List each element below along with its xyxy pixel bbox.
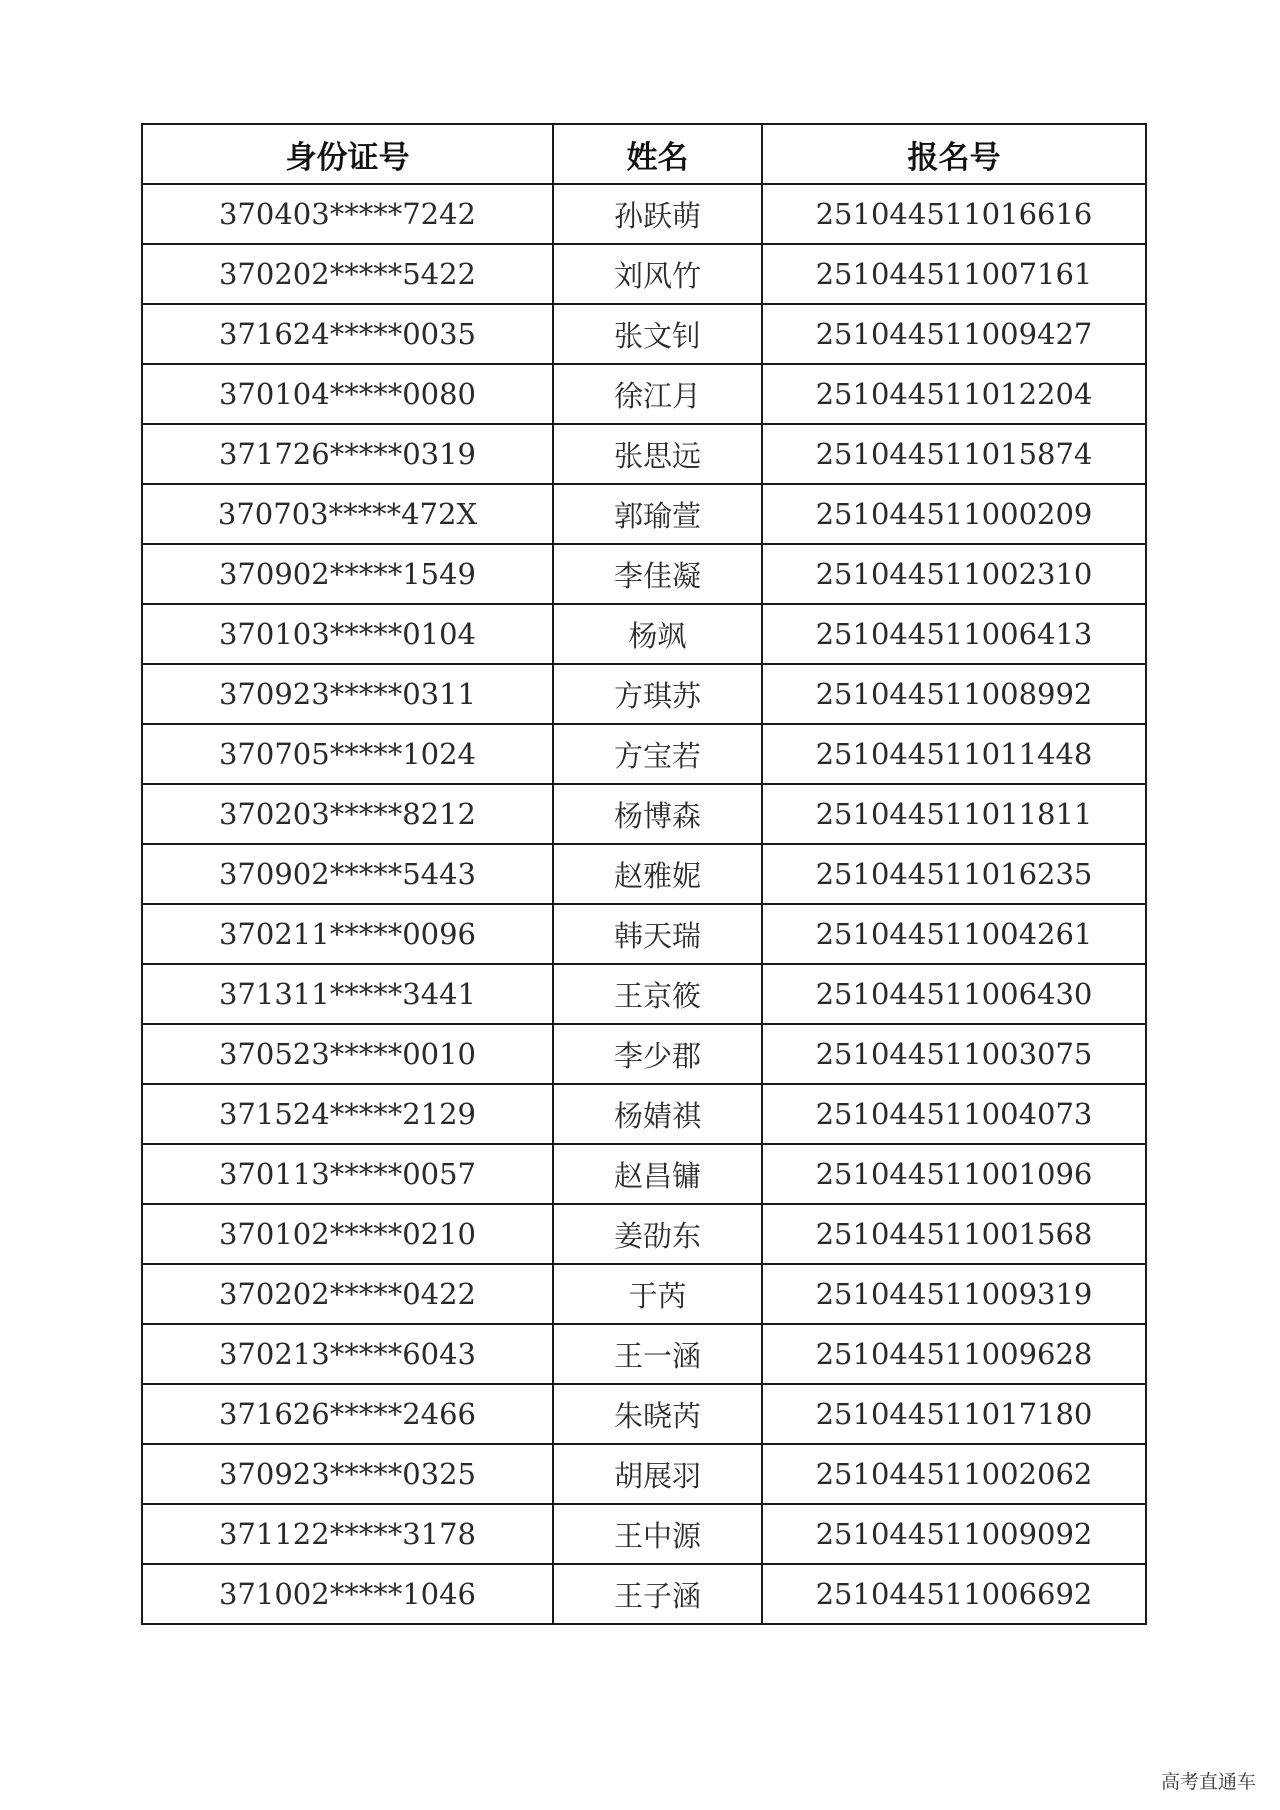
registration-number-cell: 251044511009319 — [762, 1264, 1146, 1324]
registration-number-cell: 251044511009628 — [762, 1324, 1146, 1384]
table-row — [142, 964, 1146, 1024]
table-row — [142, 1024, 1146, 1084]
registration-number-cell: 251044511000209 — [762, 484, 1146, 544]
table-row — [142, 364, 1146, 424]
id-number-cell: 370403*****7242 — [142, 184, 553, 244]
id-number-cell: 371311*****3441 — [142, 964, 553, 1024]
header-registration-number: 报名号 — [762, 124, 1146, 184]
id-number-cell: 370523*****0010 — [142, 1024, 553, 1084]
registration-number-cell: 251044511012204 — [762, 364, 1146, 424]
registration-number-cell: 251044511002310 — [762, 544, 1146, 604]
registration-number-cell: 251044511006430 — [762, 964, 1146, 1024]
table-row — [142, 844, 1146, 904]
header-name: 姓名 — [553, 124, 762, 184]
table-row — [142, 1084, 1146, 1144]
name-cell: 胡展羽 — [553, 1444, 762, 1504]
id-number-cell: 371122*****3178 — [142, 1504, 553, 1564]
id-number-cell: 371524*****2129 — [142, 1084, 553, 1144]
table-row — [142, 424, 1146, 484]
id-number-cell: 370202*****5422 — [142, 244, 553, 304]
registration-number-cell: 251044511002062 — [762, 1444, 1146, 1504]
name-cell: 张思远 — [553, 424, 762, 484]
name-cell: 朱晓芮 — [553, 1384, 762, 1444]
table-row — [142, 724, 1146, 784]
name-cell: 方宝若 — [553, 724, 762, 784]
table-row — [142, 1264, 1146, 1324]
id-number-cell: 371002*****1046 — [142, 1564, 553, 1624]
id-number-cell: 370113*****0057 — [142, 1144, 553, 1204]
registration-number-cell: 251044511001568 — [762, 1204, 1146, 1264]
table-row — [142, 484, 1146, 544]
name-cell: 杨婧祺 — [553, 1084, 762, 1144]
id-number-cell: 370102*****0210 — [142, 1204, 553, 1264]
registration-number-cell: 251044511004261 — [762, 904, 1146, 964]
registration-number-cell: 251044511008992 — [762, 664, 1146, 724]
table-body — [142, 184, 1146, 1624]
name-cell: 徐江月 — [553, 364, 762, 424]
id-number-cell: 370902*****1549 — [142, 544, 553, 604]
id-number-cell: 370923*****0325 — [142, 1444, 553, 1504]
name-cell: 赵雅妮 — [553, 844, 762, 904]
table-row — [142, 544, 1146, 604]
name-cell: 刘风竹 — [553, 244, 762, 304]
id-number-cell: 370902*****5443 — [142, 844, 553, 904]
table-row — [142, 184, 1146, 244]
name-cell: 李佳凝 — [553, 544, 762, 604]
name-cell: 张文钊 — [553, 304, 762, 364]
table-row — [142, 604, 1146, 664]
table-row — [142, 1324, 1146, 1384]
table-row — [142, 1144, 1146, 1204]
id-number-cell: 370705*****1024 — [142, 724, 553, 784]
name-cell: 王京筱 — [553, 964, 762, 1024]
registration-number-cell: 251044511017180 — [762, 1384, 1146, 1444]
name-cell: 于芮 — [553, 1264, 762, 1324]
id-number-cell: 370104*****0080 — [142, 364, 553, 424]
name-cell: 李少郡 — [553, 1024, 762, 1084]
name-cell: 杨飒 — [553, 604, 762, 664]
name-cell: 姜劭东 — [553, 1204, 762, 1264]
name-cell: 王中源 — [553, 1504, 762, 1564]
table-row — [142, 1564, 1146, 1624]
table-row — [142, 244, 1146, 304]
id-number-cell: 370203*****8212 — [142, 784, 553, 844]
id-number-cell: 370103*****0104 — [142, 604, 553, 664]
name-cell: 方琪苏 — [553, 664, 762, 724]
table-row — [142, 1384, 1146, 1444]
id-number-cell: 370213*****6043 — [142, 1324, 553, 1384]
header-id-number: 身份证号 — [142, 124, 553, 184]
registration-number-cell: 251044511015874 — [762, 424, 1146, 484]
table-row — [142, 1504, 1146, 1564]
name-cell: 王子涵 — [553, 1564, 762, 1624]
registration-number-cell: 251044511006692 — [762, 1564, 1146, 1624]
id-number-cell: 370211*****0096 — [142, 904, 553, 964]
name-cell: 孙跃萌 — [553, 184, 762, 244]
table-row — [142, 304, 1146, 364]
table-row — [142, 664, 1146, 724]
id-number-cell: 371726*****0319 — [142, 424, 553, 484]
registration-number-cell: 251044511006413 — [762, 604, 1146, 664]
registration-number-cell: 251044511011811 — [762, 784, 1146, 844]
registration-number-cell: 251044511009427 — [762, 304, 1146, 364]
table-header — [142, 124, 1146, 184]
name-cell: 韩天瑞 — [553, 904, 762, 964]
registration-number-cell: 251044511003075 — [762, 1024, 1146, 1084]
name-cell: 赵昌镛 — [553, 1144, 762, 1204]
registration-number-cell: 251044511004073 — [762, 1084, 1146, 1144]
registration-number-cell: 251044511011448 — [762, 724, 1146, 784]
name-cell: 郭瑜萱 — [553, 484, 762, 544]
table-row — [142, 784, 1146, 844]
table-row — [142, 904, 1146, 964]
name-cell: 王一涵 — [553, 1324, 762, 1384]
id-number-cell: 370703*****472X — [142, 484, 553, 544]
registration-number-cell: 251044511016235 — [762, 844, 1146, 904]
registration-number-cell: 251044511001096 — [762, 1144, 1146, 1204]
table-row — [142, 1444, 1146, 1504]
name-cell: 杨博森 — [553, 784, 762, 844]
registration-number-cell: 251044511007161 — [762, 244, 1146, 304]
table-row — [142, 1204, 1146, 1264]
id-number-cell: 371626*****2466 — [142, 1384, 553, 1444]
roster-table — [141, 123, 1147, 1625]
header-row — [142, 124, 1146, 184]
watermark-text: 高考直通车 — [1160, 1771, 1256, 1793]
id-number-cell: 371624*****0035 — [142, 304, 553, 364]
registration-number-cell: 251044511009092 — [762, 1504, 1146, 1564]
id-number-cell: 370202*****0422 — [142, 1264, 553, 1324]
registration-number-cell: 251044511016616 — [762, 184, 1146, 244]
id-number-cell: 370923*****0311 — [142, 664, 553, 724]
